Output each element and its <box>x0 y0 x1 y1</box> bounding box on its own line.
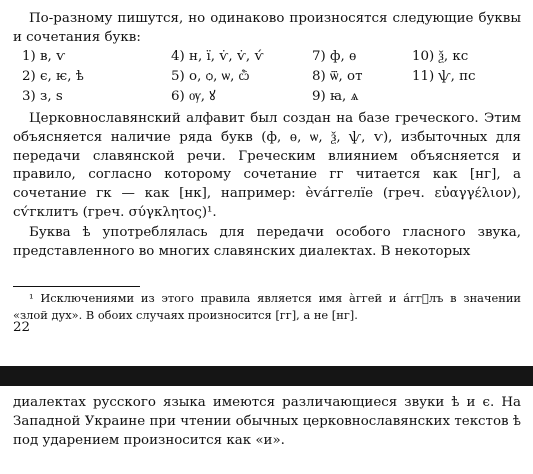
letter-group-7: 7) ф, ѳ <box>312 49 357 64</box>
letter-group-5: 5) о, ѻ, ѡ, ѽ <box>171 69 250 84</box>
letter-group-8: 8) ѿ, от <box>312 69 363 84</box>
letter-group-10: 10) ѯ, кс <box>412 49 469 64</box>
alphabet-paragraph: Церковнославянский алфавит был создан на базе греческого. Этим объясняется наличие ряда букв (ф, ѳ, ѡ, ѯ, ѱ, ѵ), избыточных для передачи славянской речи. Греческим влиянием объясняется и правило, согласно которому сочетание гг читается как [нг], а сочетание гк — как [нк], например: ѐѵа́ггелїе (греч. εὐαγγέλιον), сѵ́гклитъ (греч. σύγκλητος)¹. <box>13 111 521 220</box>
letter-group-3: 3) з, ѕ <box>22 89 63 104</box>
letter-group-1: 1) в, ѵ <box>22 49 66 64</box>
letter-group-2: 2) є, ѥ, ѣ <box>22 69 84 84</box>
letter-group-11: 11) ѱ, пс <box>412 69 476 84</box>
letter-group-6: 6) ѹ, ꙋ <box>171 89 216 104</box>
yat-paragraph: Буква ѣ употреблялась для передачи особого гласного звука, представленного во многих славянских диалектах. В некоторых <box>13 225 521 259</box>
footnote: ¹ Исключениями из этого правила является имя а̀ггей и а́гг꙽лъ в значении «злой дух». В обоих случаях произносится [гг], а не [нг]. <box>13 291 521 322</box>
letter-pairs-table <box>0 48 533 108</box>
letter-group-4: 4) н, ї, ѵ̇, ѵ̇, ѵ́ <box>171 49 264 64</box>
page-separator <box>0 366 533 386</box>
next-page-text: диалектах русского языка имеются различающиеся звуки ѣ и є. На Западной Украине при чтении обычных церковнославянских текстов ѣ под ударением произносится как «и». <box>13 395 521 448</box>
letter-group-9: 9) ꙗ, ѧ <box>312 89 359 104</box>
footnote-divider <box>13 286 140 287</box>
intro-paragraph: По-разному пишутся, но одинаково произносятся следующие буквы и сочетания букв: <box>13 11 521 45</box>
page-number: 22 <box>13 320 31 335</box>
